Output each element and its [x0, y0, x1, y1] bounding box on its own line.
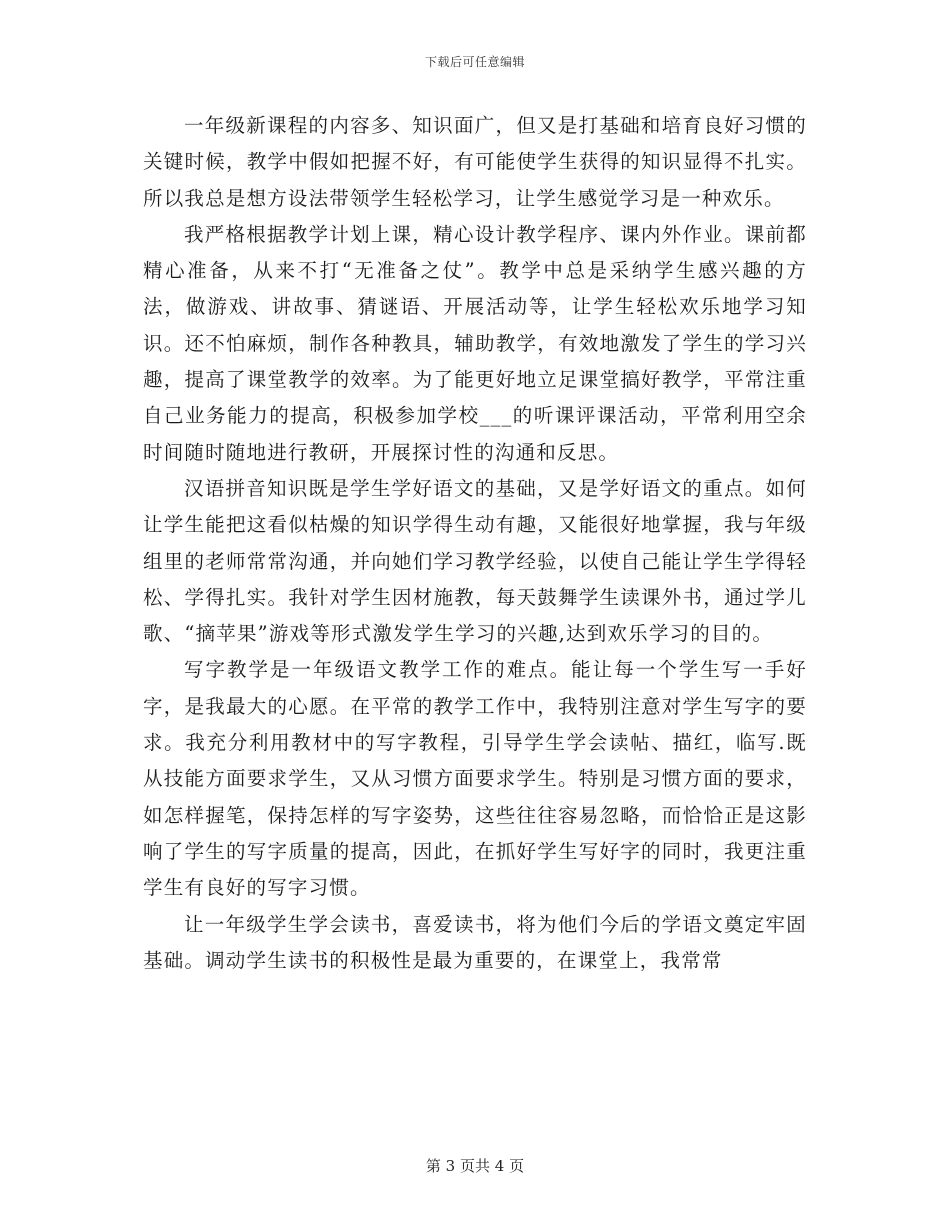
paragraph: 一年级新课程的内容多、知识面广，但又是打基础和培育良好习惯的关键时候，教学中假如把握不好，有可能使学生获得的知识显得不扎实。所以我总是想方设法带领学生轻松学习，让学生感觉学习是一种欢乐。 [143, 114, 807, 210]
paragraph: 让一年级学生学会读书，喜爱读书，将为他们今后的学语文奠定牢固基础。调动学生读书的积极性是最为重要的，在课堂上，我常常 [143, 912, 807, 972]
page-header: 下载后可任意编辑 [424, 55, 525, 69]
paragraph: 写字教学是一年级语文教学工作的难点。能让每一个学生写一手好字，是我最大的心愿。在平常的教学工作中，我特别注意对学生写字的要求。我充分利用教材中的写字教程，引导学生学会读帖、描红，临写.既从技能方面要求学生，又从习惯方面要求学生。特别是习惯方面的要求，如怎样握笔，保持怎样的写字姿势，这些往往容易忽略，而恰恰正是这影响了学生的写字质量的提高，因此，在抓好学生写好字的同时，我更注重学生有良好的写字习惯。 [143, 658, 807, 900]
document-body [143, 108, 807, 979]
paragraph: 汉语拼音知识既是学生学好语文的基础，又是学好语文的重点。如何让学生能把这看似枯燥的知识学得生动有趣，又能很好地掌握，我与年级组里的老师常常沟通，并向她们学习教学经验，以使自己能让学生学得轻松、学得扎实。我针对学生因材施教，每天鼓舞学生读课外书，通过学儿歌、“摘苹果”游戏等形式激发学生学习的兴趣,达到欢乐学习的目的。 [143, 476, 807, 646]
page-number: 第 3 页共 4 页 [425, 1157, 525, 1175]
paragraph: 我严格根据教学计划上课，精心设计教学程序、课内外作业。课前都精心准备，从来不打“无准备之仗”。教学中总是采纳学生感兴趣的方法，做游戏、讲故事、猜谜语、开展活动等，让学生轻松欢乐地学习知识。还不怕麻烦，制作各种教具，辅助教学，有效地激发了学生的学习兴趣，提高了课堂教学的效率。为了能更好地立足课堂搞好教学，平常注重自己业务能力的提高，积极参加学校___的听课评课活动，平常利用空余时间随时随地进行教研，开展探讨性的沟通和反思。 [143, 222, 807, 464]
